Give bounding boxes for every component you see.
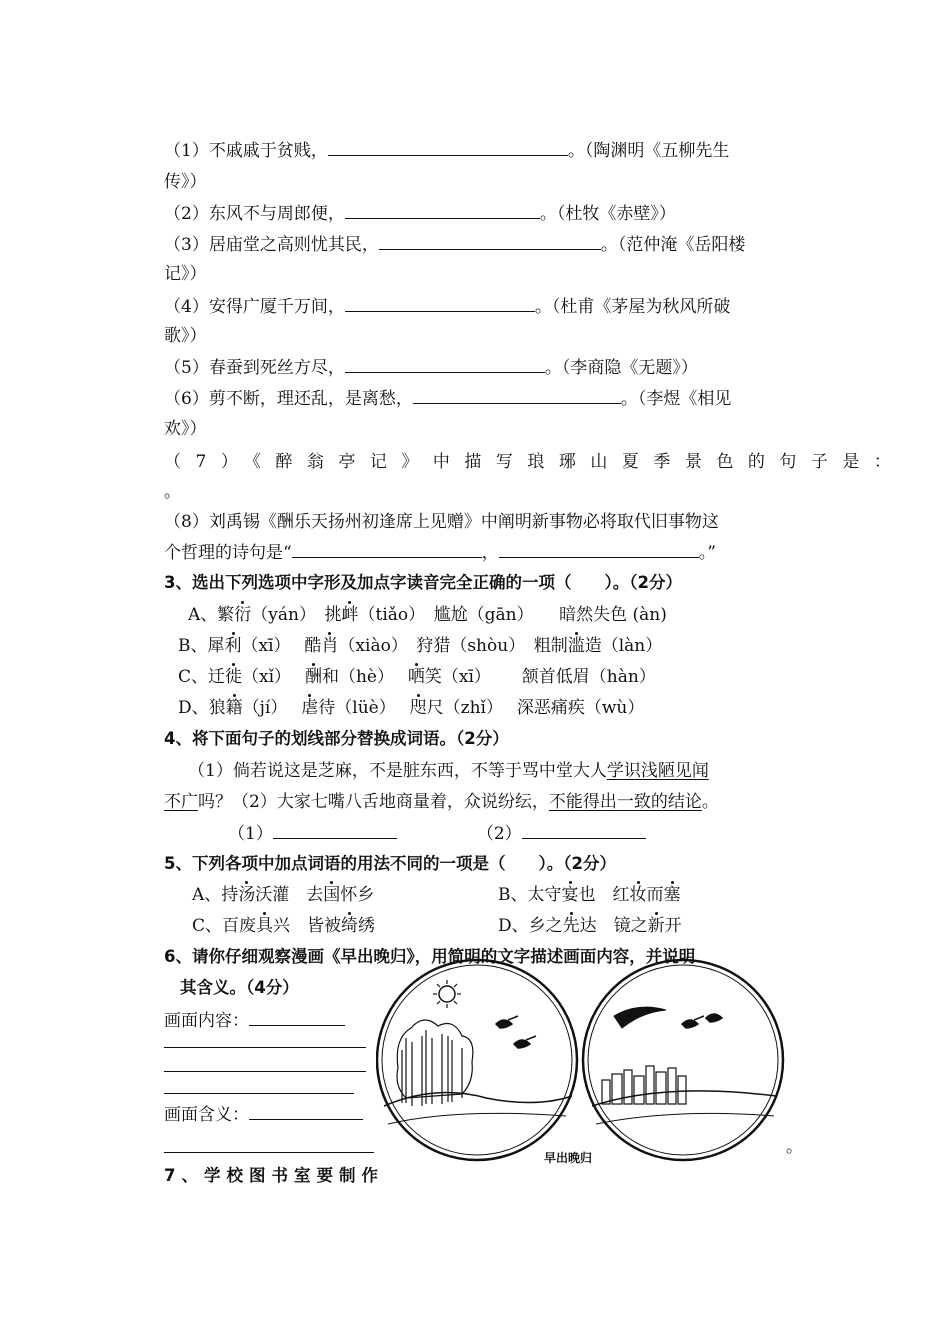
answer-blank-5[interactable]	[345, 356, 545, 373]
poem-line-5-source: 。（李商隐《无题》）	[544, 358, 698, 378]
answer-blank-4[interactable]	[345, 295, 535, 312]
poem-line-2	[164, 202, 676, 225]
q3-option-a[interactable]: A、繁衍（yán） 挑衅（tiǎo） 尴尬（gān） 暗然失色 (àn)	[188, 605, 667, 625]
poem-line-8-text: 个哲理的诗句是“	[164, 543, 292, 563]
poem-line-6-source: 。（李煜《相见	[620, 389, 732, 409]
q5-option-a[interactable]: A、持汤沃灌 去国怀乡	[192, 885, 375, 905]
q4-underlined-2: 不能得出一致的结论	[548, 792, 702, 812]
poem-line-5	[164, 356, 698, 379]
q3-option-c[interactable]: C、迁徙（xǐ） 酬和（hè） 哂笑（xī） 颔首低眉（hàn）	[178, 667, 656, 687]
q6-content-label: 画面内容：	[164, 1009, 345, 1032]
q6-meaning-label: 画面含义：	[164, 1103, 363, 1126]
moon-icon	[614, 1007, 666, 1028]
answer-blank-8a[interactable]	[292, 541, 482, 558]
poem-line-8-comma: ，	[481, 543, 499, 563]
q5-option-c[interactable]: C、百废具兴 皆被绮绣	[192, 916, 376, 936]
poem-line-1	[164, 139, 729, 162]
q5-title: 5、下列各项中加点词语的用法不同的一项是（ ）。（2分）	[164, 854, 616, 873]
poem-line-7: （7）《醉翁亭记》中描写琅琊山夏季景色的句子是：	[164, 452, 906, 472]
answer-blank-6[interactable]	[413, 387, 621, 404]
q4-sentence-line-2: 不广吗？（2）大家七嘴八舌地商量着，众说纷纭，不能得出一致的结论。	[164, 792, 719, 812]
q4-answer-blank-2[interactable]	[522, 822, 646, 839]
q4-answer-blank-1[interactable]	[273, 822, 397, 839]
q4-underlined-1: 学识浅陋见闻	[606, 761, 709, 781]
poem-line-1-source: 。（陶渊明《五柳先生	[567, 141, 730, 161]
poem-line-3-text: （3）居庙堂之高则忧其民，	[164, 235, 379, 255]
poem-line-3-cont: 记》）	[164, 264, 207, 284]
q6-meaning-blank[interactable]	[249, 1103, 363, 1120]
poem-line-2-text: （2）东风不与周郎便，	[164, 204, 345, 224]
q6-end-mark: 。	[786, 1137, 803, 1157]
q3-option-d[interactable]: D、狼籍（jí） 虐待（lüè） 咫尺（zhǐ） 深恶痛疾（wù）	[178, 698, 645, 718]
cartoon-image	[376, 958, 794, 1172]
q5-option-b[interactable]: B、太守宴也 红妆而塞	[498, 885, 681, 905]
sun-icon	[439, 986, 455, 1002]
q6-meaning-line-2[interactable]	[164, 1152, 374, 1153]
poem-line-8-cont	[164, 541, 716, 564]
q3-title: 3、选出下列选项中字形及加点字读音完全正确的一项（ ）。（2分）	[164, 573, 682, 592]
poem-line-5-text: （5）春蚕到死丝方尽，	[164, 358, 345, 378]
poem-line-4-source: 。（杜甫《茅屋为秋风所破	[534, 297, 731, 317]
cartoon-morning	[377, 960, 577, 1160]
q3-option-b[interactable]: B、犀利（xī） 酷肖（xiào） 狩猎（shòu） 粗制滥造（làn）	[178, 636, 663, 656]
answer-blank-1[interactable]	[328, 139, 568, 156]
poem-line-8: （8）刘禹锡《酬乐天扬州初逢席上见赠》中阐明新事物必将取代旧事物这	[164, 512, 719, 532]
poem-line-8-end: 。”	[698, 543, 716, 563]
poem-line-6-cont: 欢》）	[164, 419, 207, 439]
q6-content-blank[interactable]	[249, 1009, 345, 1026]
poem-line-2-source: 。（杜牧《赤壁》）	[539, 204, 676, 224]
answer-blank-2[interactable]	[345, 202, 540, 219]
cartoon-caption: 早出晚归	[544, 1151, 593, 1165]
answer-blank-8b[interactable]	[499, 541, 699, 558]
q6-content-line-4[interactable]	[164, 1093, 354, 1094]
poem-line-3	[164, 233, 745, 256]
poem-line-1-cont: 传》）	[164, 172, 207, 192]
poem-line-4-cont: 歌》）	[164, 326, 207, 346]
q5-option-d[interactable]: D、乡之先达 镜之新开	[498, 916, 682, 936]
q4-underlined-1b: 不广	[164, 792, 198, 812]
q6-title-line-1: 6、请你仔细观察漫画《早出晚归》，用简明的文字描述画面内容，并说明	[164, 947, 696, 966]
q6-title-line-2: 其含义。（4分）	[180, 978, 299, 997]
q4-title: 4、将下面句子的划线部分替换成词语。（2分）	[164, 729, 509, 748]
city-icon	[602, 1066, 686, 1104]
poem-line-4-text: （4）安得广厦千万间，	[164, 297, 345, 317]
q4-sentence-line-1: （1）倘若说这是芝麻，不是脏东西，不等于骂中堂大人学识浅陋见闻	[188, 761, 709, 781]
q6-content-line-3[interactable]	[164, 1071, 366, 1072]
birds-icon	[682, 1014, 722, 1028]
q7-title: 7、学校图书室要制作	[164, 1166, 384, 1185]
poem-line-6	[164, 387, 731, 410]
cartoon-evening	[583, 960, 783, 1160]
answer-blank-3[interactable]	[379, 233, 601, 250]
poem-line-3-source: 。（范仲淹《岳阳楼	[600, 235, 746, 255]
poem-line-4	[164, 295, 730, 318]
birds-icon	[496, 1016, 536, 1048]
q6-content-line-2[interactable]	[164, 1047, 366, 1048]
q4-answers: （1） （2）	[228, 822, 646, 845]
poem-line-7-end: 。	[164, 482, 181, 502]
poem-line-6-text: （6）剪不断，理还乱，是离愁，	[164, 389, 413, 409]
poem-line-1-text: （1）不戚戚于贫贱，	[164, 141, 328, 161]
